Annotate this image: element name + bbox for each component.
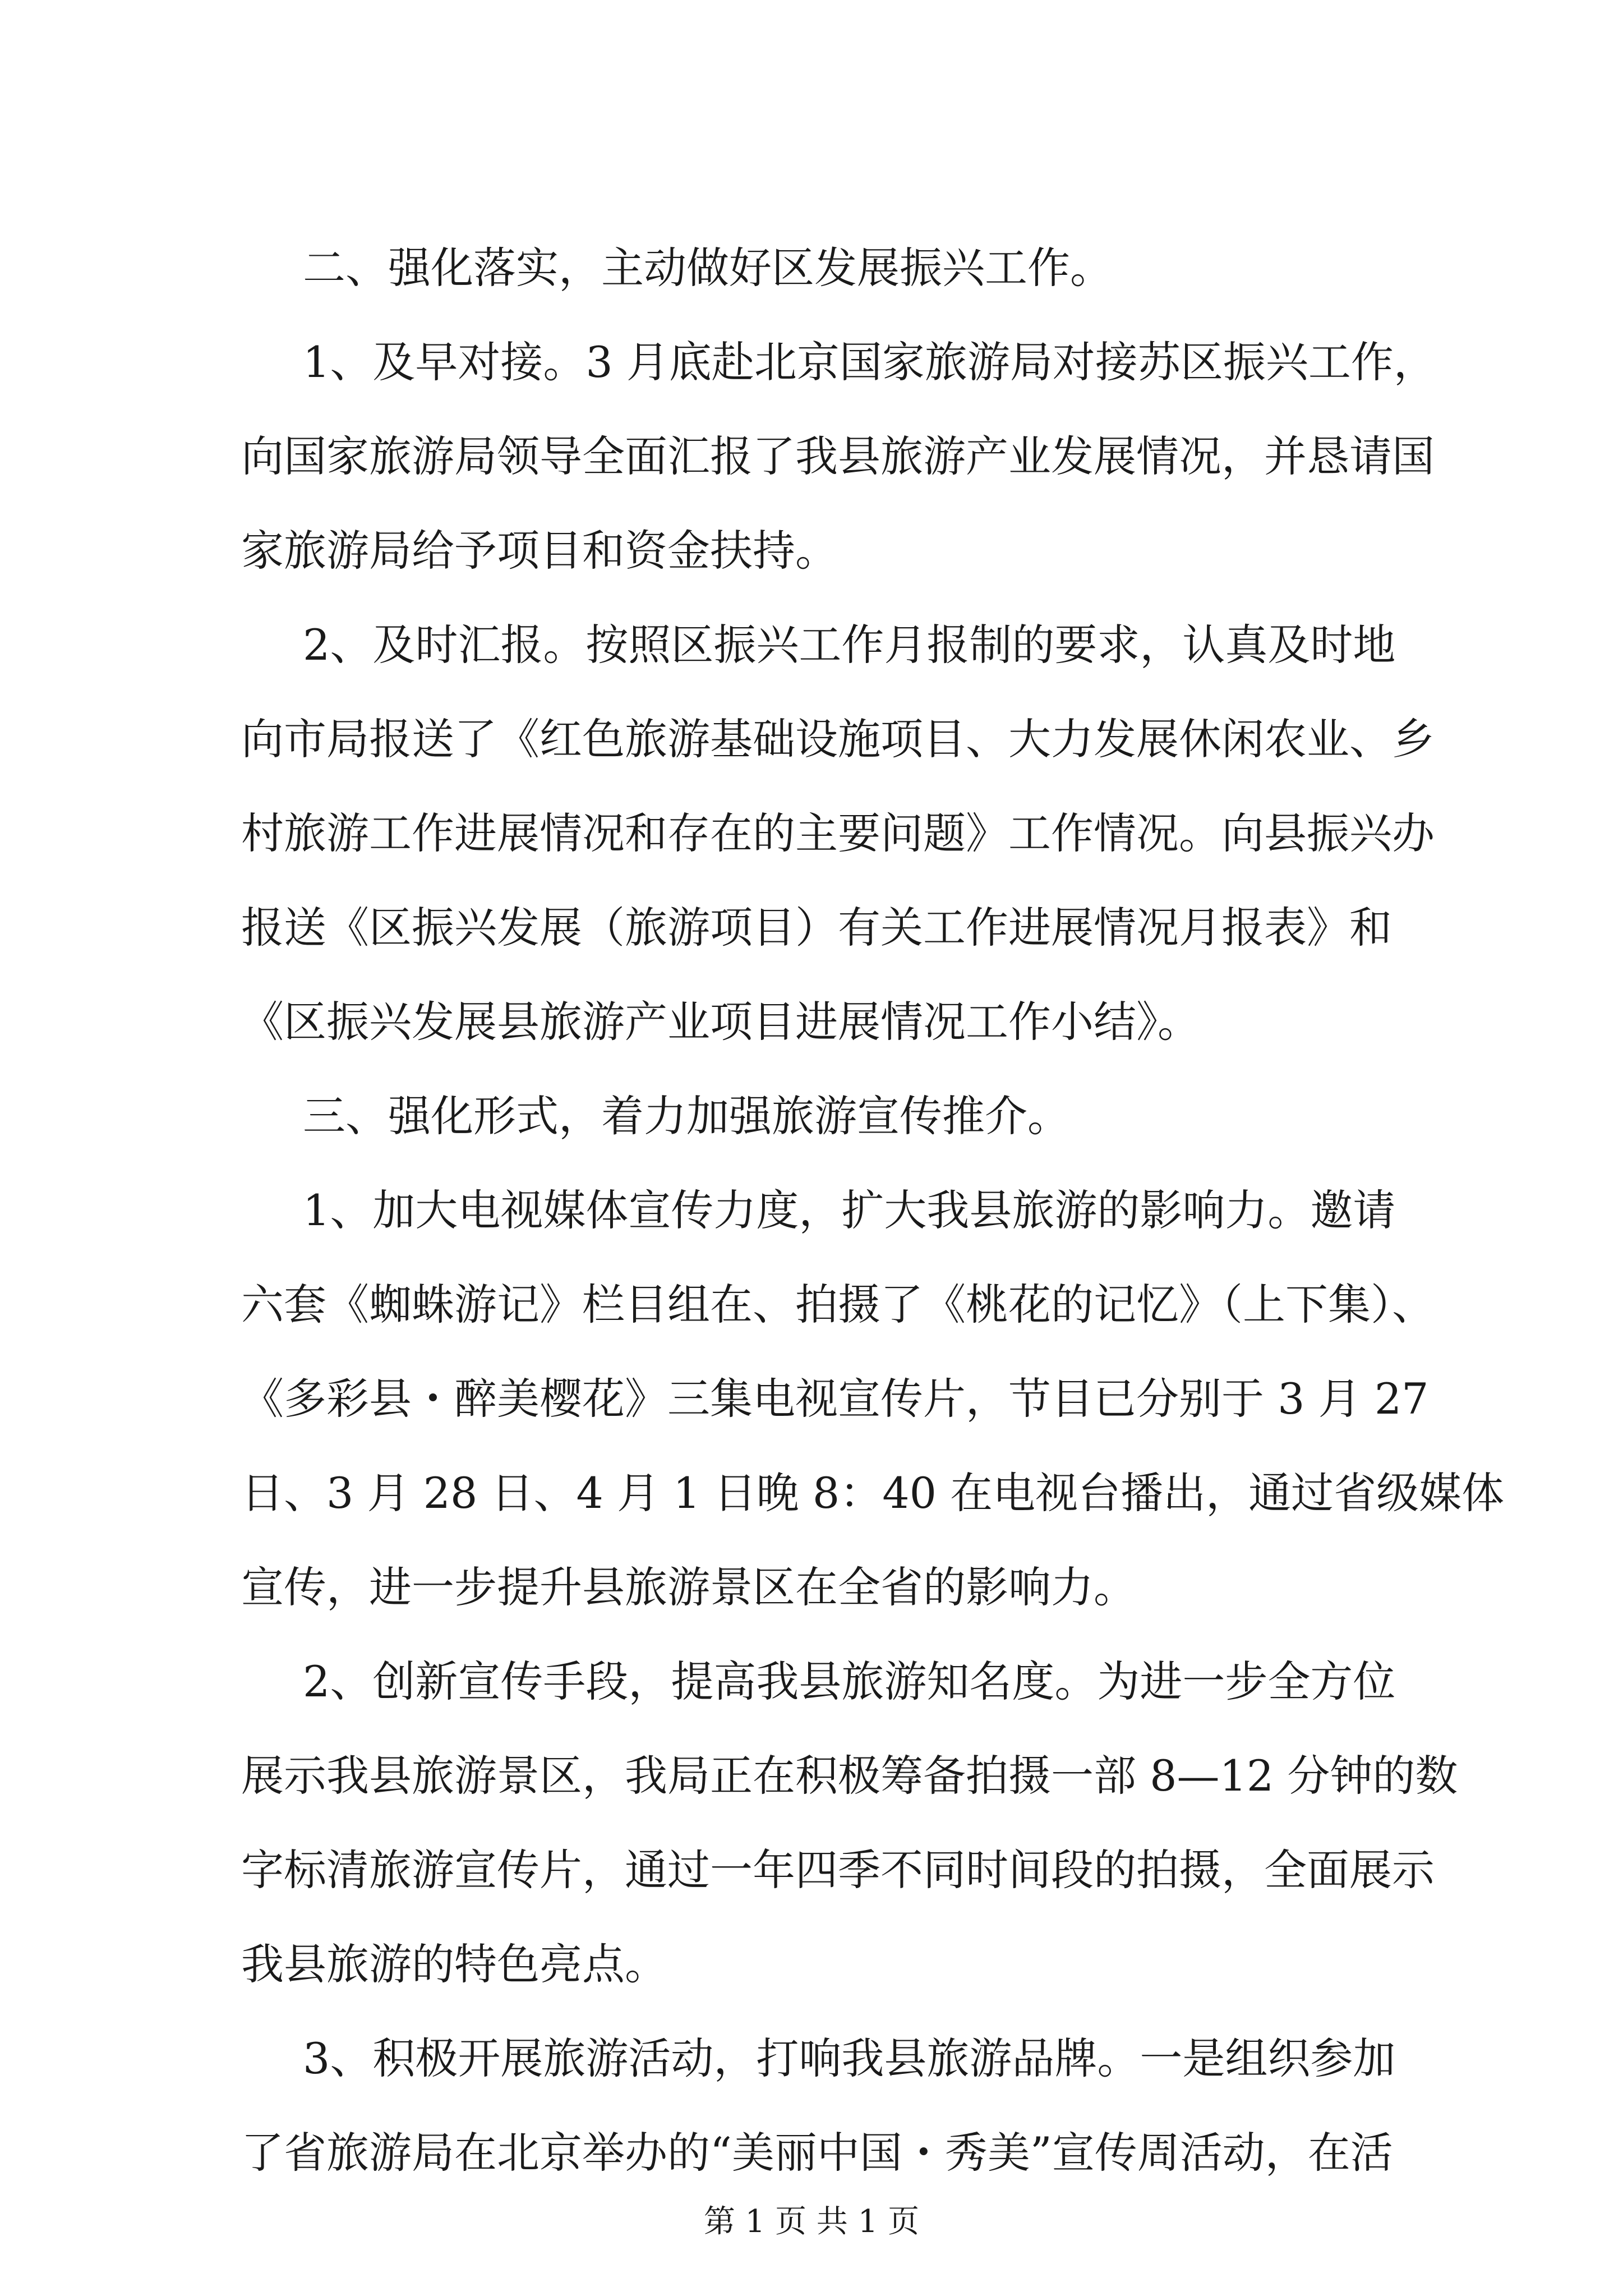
paragraph-line: 了省旅游局在北京举办的“美丽中国・秀美”宣传周活动，在活: [241, 2128, 1393, 2178]
paragraph-line: 1、加大电视媒体宣传力度，扩大我县旅游的影响力。邀请: [303, 1185, 1396, 1235]
paragraph-line: 1、及早对接。3 月底赴北京国家旅游局对接苏区振兴工作，: [303, 337, 1436, 387]
paragraph-line: 《多彩县・醉美樱花》三集电视宣传片，节目已分别于 3 月 27: [241, 1374, 1429, 1424]
section-heading-2: 二、强化落实，主动做好区发展振兴工作。: [303, 243, 1113, 293]
paragraph-line: 展示我县旅游景区，我局正在积极筹备拍摄一部 8—12 分钟的数: [241, 1751, 1458, 1801]
paragraph-line: 向市局报送了《红色旅游基础设施项目、大力发展休闲农业、乡: [241, 714, 1435, 764]
page-footer: 第 1 页 共 1 页: [703, 2203, 920, 2240]
paragraph-line: 向国家旅游局领导全面汇报了我县旅游产业发展情况，并恳请国: [241, 431, 1435, 481]
paragraph-line: 宣传，进一步提升县旅游景区在全省的影响力。: [241, 1562, 1136, 1612]
paragraph-line: 家旅游局给予项目和资金扶持。: [241, 526, 838, 576]
paragraph-line: 报送《区振兴发展（旅游项目）有关工作进展情况月报表》和: [241, 903, 1392, 953]
paragraph-line: 我县旅游的特色亮点。: [241, 1939, 667, 1989]
paragraph-line: 村旅游工作进展情况和存在的主要问题》工作情况。向县振兴办: [241, 808, 1435, 858]
paragraph-line: 3、积极开展旅游活动，打响我县旅游品牌。一是组织参加: [303, 2033, 1396, 2083]
paragraph-line: 六套《蜘蛛游记》栏目组在、拍摄了《桃花的记忆》（上下集）、: [241, 1280, 1435, 1329]
section-heading-3: 三、强化形式，着力加强旅游宣传推介。: [303, 1091, 1070, 1141]
paragraph-line: 字标清旅游宣传片，通过一年四季不同时间段的拍摄，全面展示: [241, 1845, 1435, 1895]
paragraph-line: 《区振兴发展县旅游产业项目进展情况工作小结》。: [241, 997, 1200, 1047]
paragraph-line: 日、3 月 28 日、4 月 1 日晚 8：40 在电视台播出，通过省级媒体: [241, 1468, 1505, 1518]
paragraph-line: 2、及时汇报。按照区振兴工作月报制的要求，认真及时地: [303, 620, 1396, 670]
paragraph-line: 2、创新宣传手段，提高我县旅游知名度。为进一步全方位: [303, 1657, 1396, 1706]
